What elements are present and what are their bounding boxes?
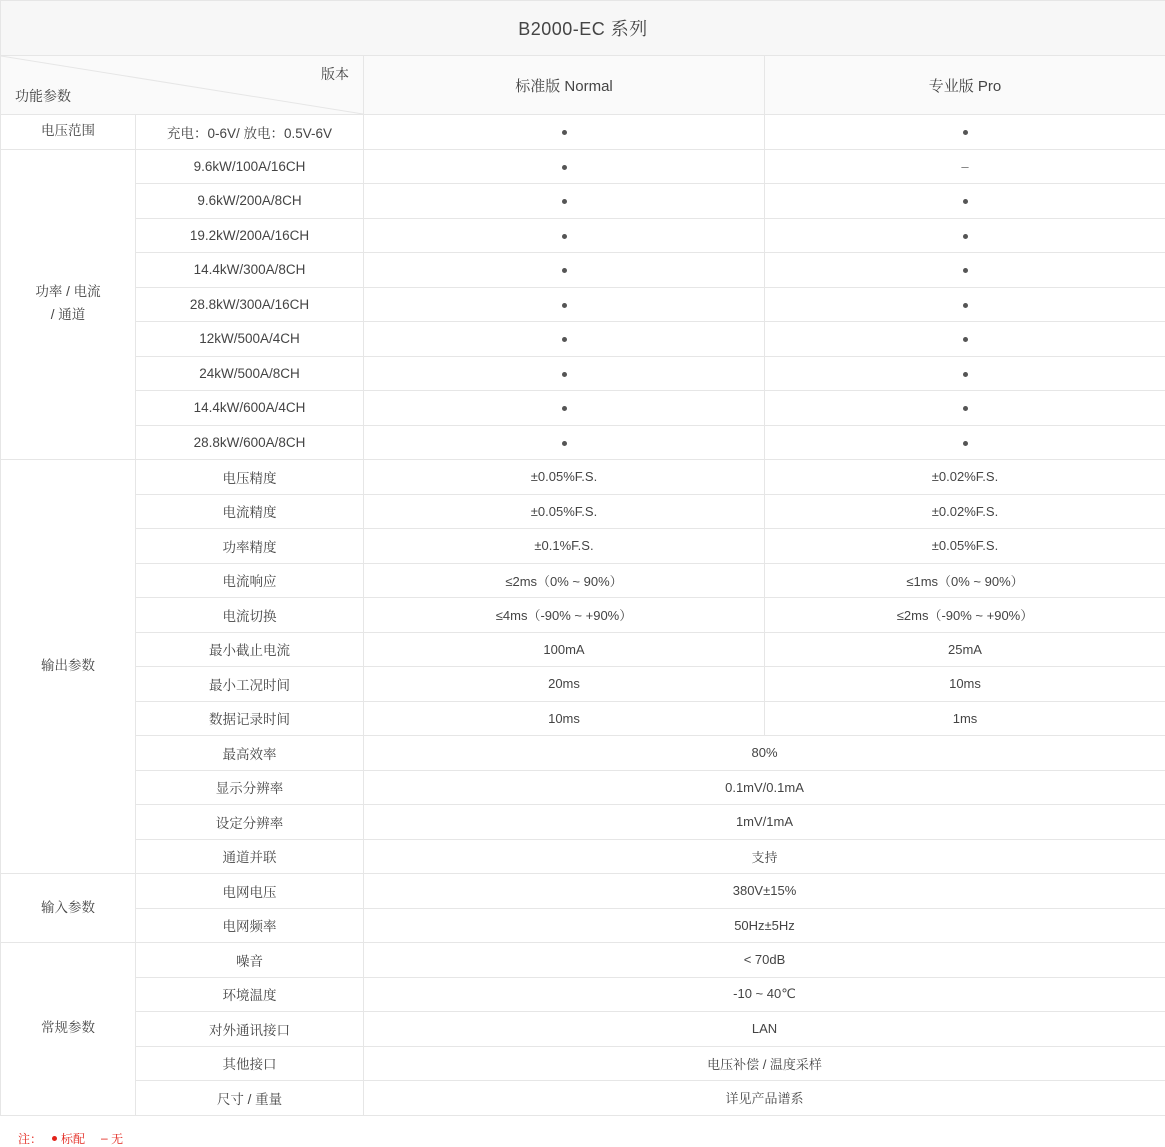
header-corner-cell — [1, 56, 364, 115]
row-item-label: 最小截止电流 — [136, 632, 364, 667]
row-value-merged: -10 ~ 40℃ — [364, 977, 1165, 1012]
row-item-label: 28.8kW/300A/16CH — [136, 287, 364, 322]
dot-icon — [963, 337, 968, 342]
row-value-pro — [765, 391, 1165, 426]
dot-icon — [562, 303, 567, 308]
row-item-label: 对外通讯接口 — [136, 1012, 364, 1047]
row-value-pro — [765, 425, 1165, 460]
row-item-label: 12kW/500A/4CH — [136, 322, 364, 357]
row-value-normal: 20ms — [364, 667, 765, 702]
dot-icon — [963, 406, 968, 411]
dot-icon — [562, 199, 567, 204]
row-value-pro: ≤1ms（0% ~ 90%） — [765, 563, 1165, 598]
dot-icon — [562, 234, 567, 239]
dot-icon — [562, 268, 567, 273]
table-row — [1, 874, 1165, 909]
table-row — [1, 563, 1165, 598]
row-value-normal: ≤4ms（-90% ~ +90%） — [364, 598, 765, 633]
row-item-label: 19.2kW/200A/16CH — [136, 218, 364, 253]
row-value-normal — [364, 218, 765, 253]
row-value-merged: < 70dB — [364, 943, 1165, 978]
row-item-label: 24kW/500A/8CH — [136, 356, 364, 391]
row-value-normal — [364, 149, 765, 184]
row-value-pro — [765, 184, 1165, 219]
row-value-pro — [765, 149, 1165, 184]
row-value-normal — [364, 287, 765, 322]
table-row — [1, 770, 1165, 805]
row-item-label: 28.8kW/600A/8CH — [136, 425, 364, 460]
row-item-label: 环境温度 — [136, 977, 364, 1012]
dash-icon: – — [101, 1131, 108, 1145]
group-label: 输出参数 — [1, 460, 136, 874]
row-item-label: 噪音 — [136, 943, 364, 978]
dot-icon — [562, 165, 567, 170]
header-normal-column: 标准版 Normal — [364, 56, 765, 115]
dot-icon — [562, 372, 567, 377]
row-item-label: 9.6kW/100A/16CH — [136, 149, 364, 184]
row-item-label: 电流切换 — [136, 598, 364, 633]
table-row — [1, 149, 1165, 184]
header-pro-column: 专业版 Pro — [765, 56, 1165, 115]
dot-icon — [963, 234, 968, 239]
row-item-label: 14.4kW/600A/4CH — [136, 391, 364, 426]
dot-icon — [963, 199, 968, 204]
group-label: 电压范围 — [1, 115, 136, 150]
table-row — [1, 943, 1165, 978]
table-row — [1, 977, 1165, 1012]
dot-icon — [562, 406, 567, 411]
row-value-pro — [765, 356, 1165, 391]
row-item-label: 尺寸 / 重量 — [136, 1081, 364, 1116]
table-row — [1, 598, 1165, 633]
table-row — [1, 115, 1165, 150]
footnote-none-text: 无 — [111, 1132, 123, 1146]
row-value-normal — [364, 115, 765, 150]
row-item-label: 其他接口 — [136, 1046, 364, 1081]
table-row — [1, 425, 1165, 460]
dot-icon — [963, 268, 968, 273]
row-item-label: 设定分辨率 — [136, 805, 364, 840]
dot-icon — [963, 441, 968, 446]
table-row — [1, 701, 1165, 736]
row-value-pro: 1ms — [765, 701, 1165, 736]
table-row — [1, 287, 1165, 322]
table-row — [1, 736, 1165, 771]
table-row — [1, 356, 1165, 391]
dash-icon: – — [961, 159, 968, 174]
row-item-label: 电流精度 — [136, 494, 364, 529]
row-value-normal: ±0.05%F.S. — [364, 460, 765, 495]
table-row — [1, 1012, 1165, 1047]
table-row — [1, 391, 1165, 426]
row-value-normal — [364, 356, 765, 391]
row-value-pro: ±0.02%F.S. — [765, 460, 1165, 495]
row-value-pro: ±0.02%F.S. — [765, 494, 1165, 529]
row-item-label: 电网电压 — [136, 874, 364, 909]
group-label: 输入参数 — [1, 874, 136, 943]
row-value-normal: 100mA — [364, 632, 765, 667]
row-value-pro: 25mA — [765, 632, 1165, 667]
dot-icon — [963, 130, 968, 135]
table-row — [1, 460, 1165, 495]
row-item-label: 9.6kW/200A/8CH — [136, 184, 364, 219]
row-value-pro — [765, 253, 1165, 288]
row-value-pro — [765, 115, 1165, 150]
row-item-label: 显示分辨率 — [136, 770, 364, 805]
table-row — [1, 184, 1165, 219]
table-title-row — [1, 1, 1165, 56]
row-value-pro — [765, 218, 1165, 253]
table-header-row — [1, 56, 1165, 115]
header-version-label: 版本 — [321, 64, 349, 84]
row-value-pro: 10ms — [765, 667, 1165, 702]
row-value-normal — [364, 425, 765, 460]
row-value-merged: 380V±15% — [364, 874, 1165, 909]
row-value-normal: 10ms — [364, 701, 765, 736]
row-item-label: 电网频率 — [136, 908, 364, 943]
table-row — [1, 805, 1165, 840]
row-value-normal: ≤2ms（0% ~ 90%） — [364, 563, 765, 598]
row-value-merged: 支持 — [364, 839, 1165, 874]
row-item-label: 数据记录时间 — [136, 701, 364, 736]
dot-icon — [963, 372, 968, 377]
row-value-pro: ≤2ms（-90% ~ +90%） — [765, 598, 1165, 633]
row-item-label: 最高效率 — [136, 736, 364, 771]
table-row — [1, 494, 1165, 529]
table-row — [1, 529, 1165, 564]
table-row — [1, 908, 1165, 943]
row-value-merged: 50Hz±5Hz — [364, 908, 1165, 943]
table-footnote — [0, 1116, 1165, 1147]
group-label — [1, 149, 136, 460]
table-row — [1, 839, 1165, 874]
row-value-pro — [765, 287, 1165, 322]
dot-icon — [52, 1136, 57, 1141]
row-value-merged: 0.1mV/0.1mA — [364, 770, 1165, 805]
group-label-line1: 功率 / 电流 — [35, 284, 100, 299]
table-row — [1, 253, 1165, 288]
table-row — [1, 1081, 1165, 1116]
dot-icon — [562, 337, 567, 342]
row-value-merged: LAN — [364, 1012, 1165, 1047]
row-value-pro: ±0.05%F.S. — [765, 529, 1165, 564]
row-value-merged: 电压补偿 / 温度采样 — [364, 1046, 1165, 1081]
header-function-label: 功能参数 — [15, 86, 71, 106]
row-value-normal — [364, 391, 765, 426]
footnote-label: 注： — [18, 1132, 42, 1146]
dot-icon — [562, 130, 567, 135]
dot-icon — [562, 441, 567, 446]
table-row — [1, 667, 1165, 702]
row-item-label: 最小工况时间 — [136, 667, 364, 702]
row-item-label: 通道并联 — [136, 839, 364, 874]
table-row — [1, 1046, 1165, 1081]
row-item-label: 电压精度 — [136, 460, 364, 495]
row-item-label: 14.4kW/300A/8CH — [136, 253, 364, 288]
row-item-label: 电流响应 — [136, 563, 364, 598]
row-value-normal: ±0.1%F.S. — [364, 529, 765, 564]
row-value-merged: 80% — [364, 736, 1165, 771]
row-value-normal — [364, 253, 765, 288]
group-label: 常规参数 — [1, 943, 136, 1116]
row-value-pro — [765, 322, 1165, 357]
table-row — [1, 322, 1165, 357]
group-label-line2: / 通道 — [51, 307, 86, 322]
row-value-normal — [364, 322, 765, 357]
row-item-label: 功率精度 — [136, 529, 364, 564]
footnote-standard-text: 标配 — [61, 1132, 85, 1146]
row-value-normal: ±0.05%F.S. — [364, 494, 765, 529]
row-item-label: 充电：0-6V/ 放电：0.5V-6V — [136, 115, 364, 150]
row-value-merged: 1mV/1mA — [364, 805, 1165, 840]
table-row — [1, 632, 1165, 667]
row-value-merged: 详见产品谱系 — [364, 1081, 1165, 1116]
table-row — [1, 218, 1165, 253]
row-value-normal — [364, 184, 765, 219]
dot-icon — [963, 303, 968, 308]
page-title: B2000-EC 系列 — [1, 1, 1165, 56]
